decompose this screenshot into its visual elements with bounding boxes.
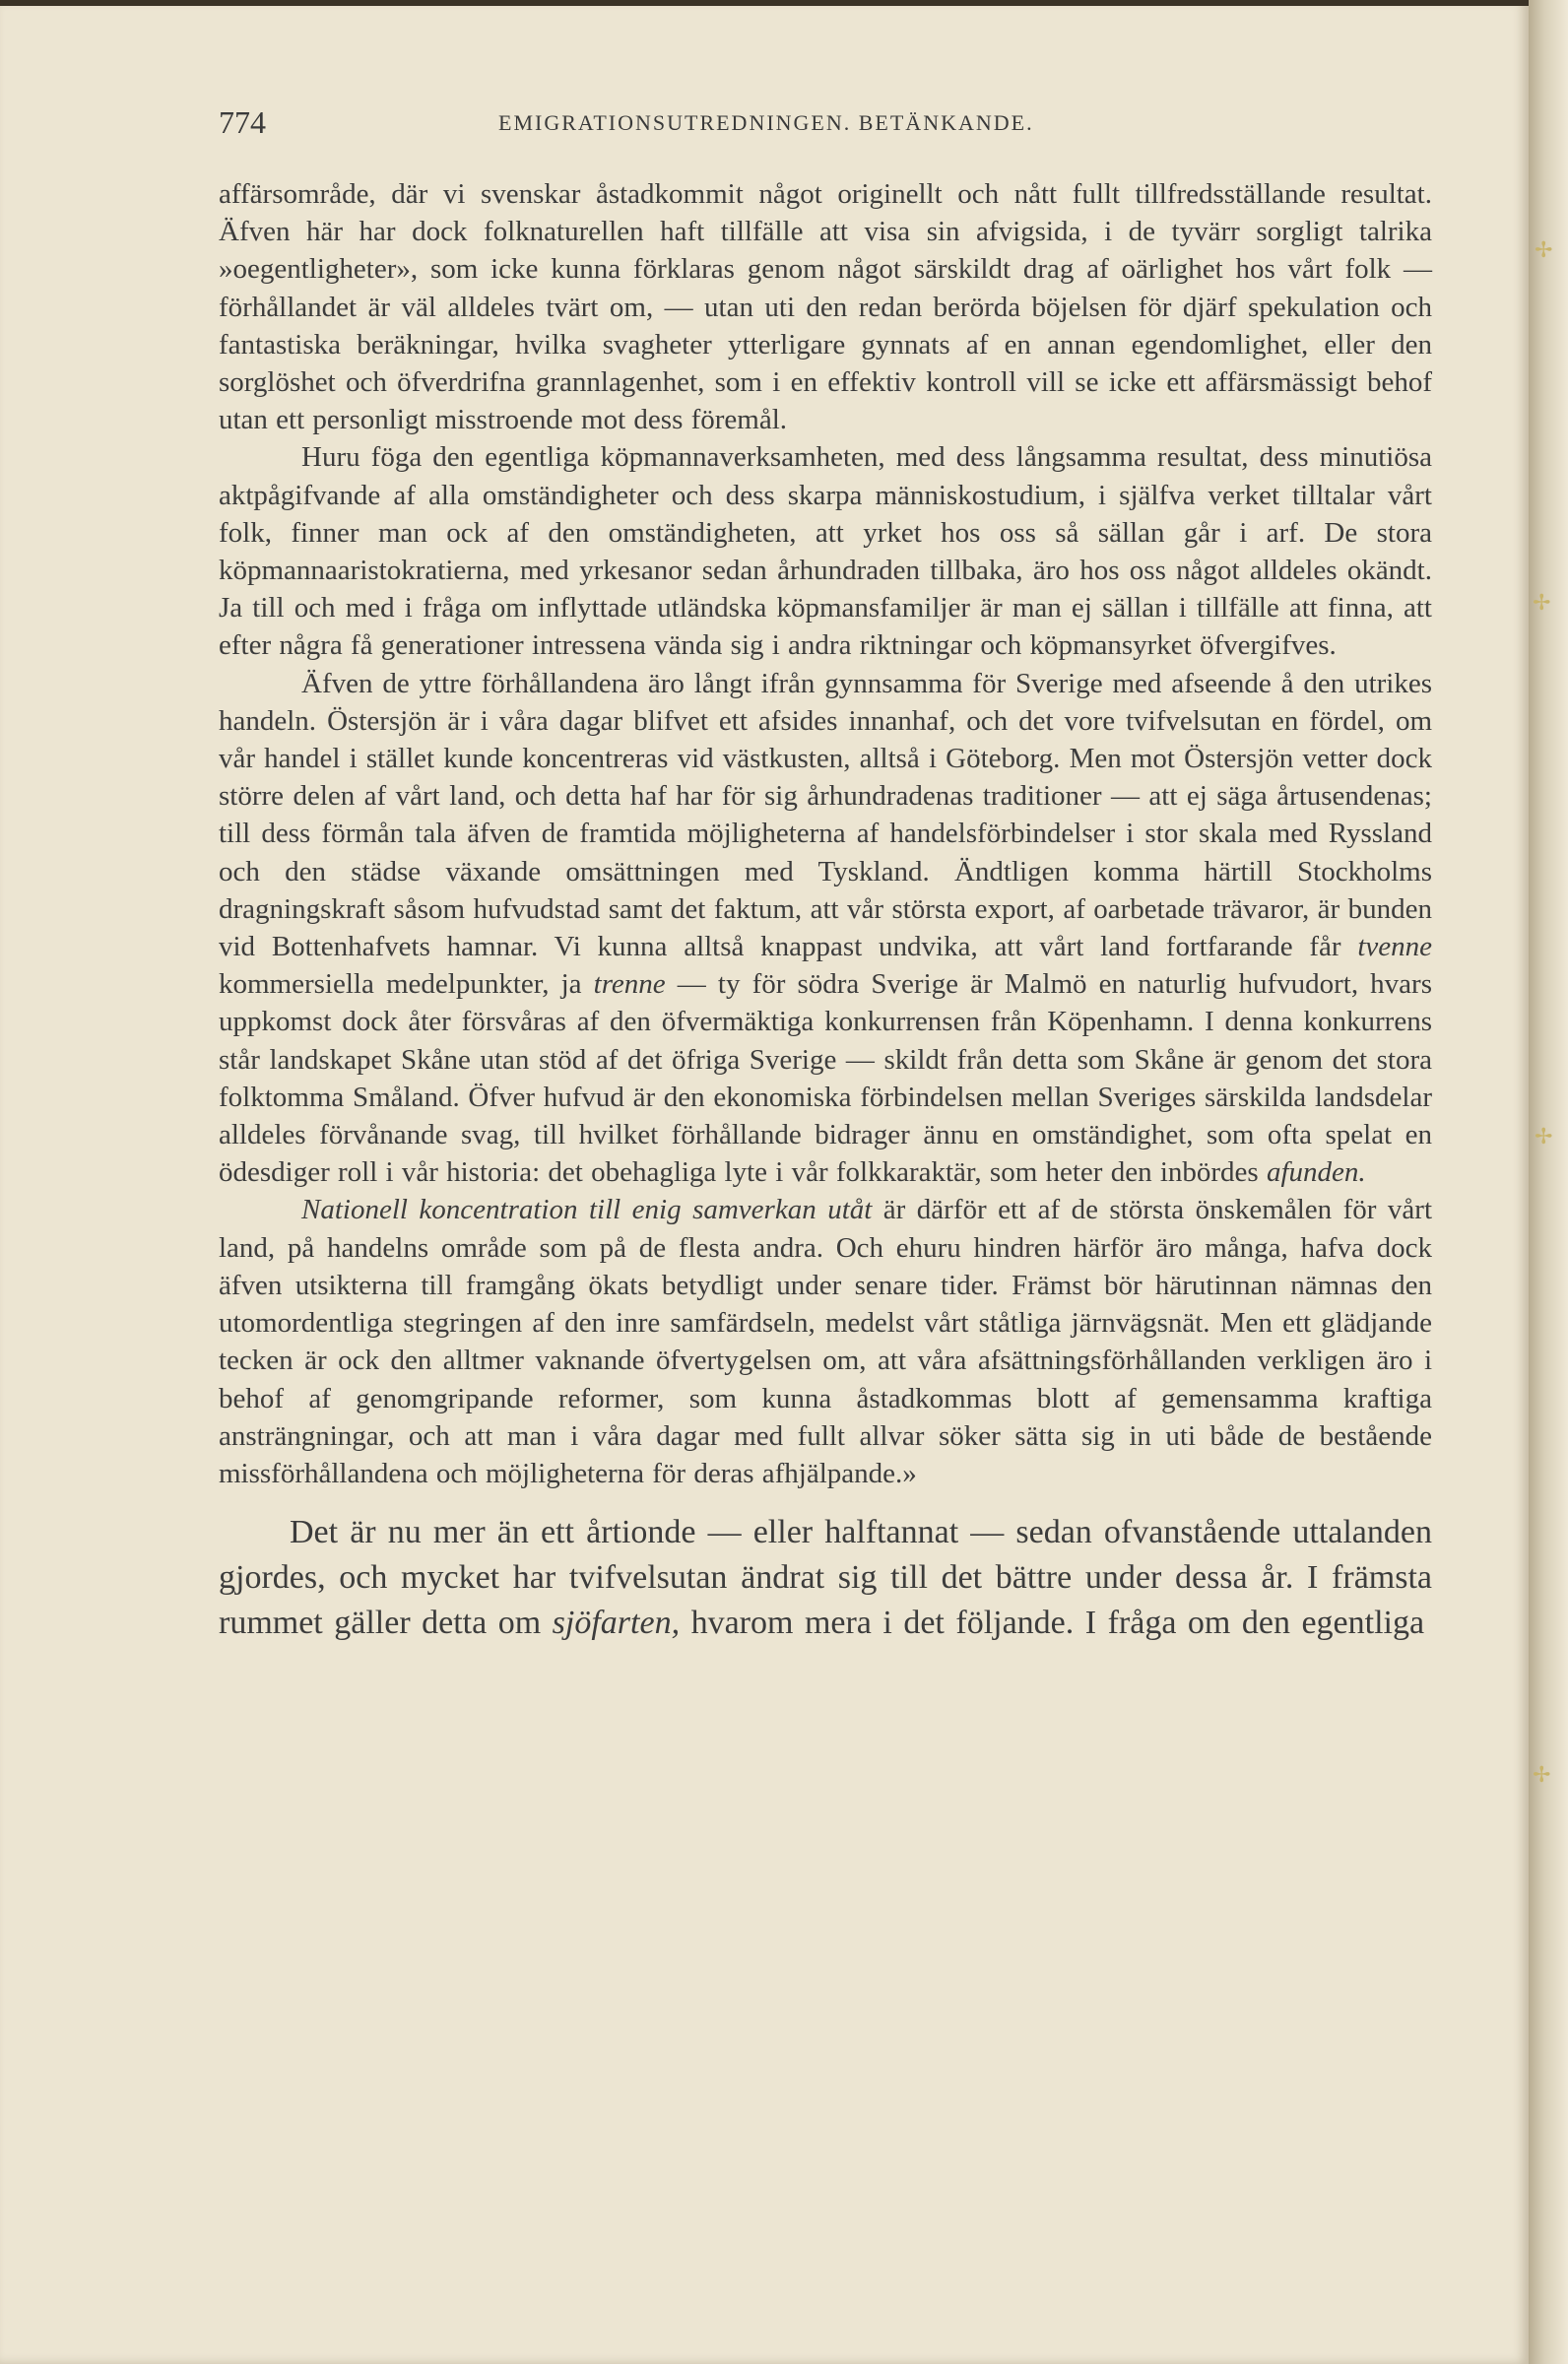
paragraph-1: affärsområde, där vi svenskar åstadkommit något originellt och nått fullt tillfredsställande resultat. Äfven här har dock folknaturellen haft tillfälle att visa sin afvigsida, i de tyvärr sorgligt talrika »oegentligheter», som icke kunna förklaras genom något särskildt drag af oärlighet hos vårt folk — förhållandet är väl alldeles tvärt om, — utan uti den redan berörda böjelsen för djärf spekulation och fantastiska beräkningar, hvilka svagheter ytterligare gynnats af en annan egendomlighet, eller den sorglöshet och öfverdrifna grannlagenhet, som i en effektiv kontroll vill se icke ett affärsmässigt behof utan ett personligt misstroende mot dess föremål. — [219, 178, 1432, 436]
emphasis-nationell: Nationell koncentration till enig samverkan utåt — [301, 1194, 873, 1226]
page-header — [219, 104, 1430, 144]
edge-mark-icon: ✢ — [1535, 1125, 1553, 1149]
running-head: EMIGRATIONSUTREDNINGEN. BETÄNKANDE. — [498, 110, 1034, 135]
edge-mark-icon: ✢ — [1533, 1763, 1551, 1788]
paragraph-4: Nationell koncentration till enig samverkan utåt är därför ett af de största önskemålen för vårt land, på handelns område som på de flesta andra. Och ehuru hindren härför äro många, hafva dock äfven utsikterna till framgång ökats betydligt under senare tider. Främst bör härutinnan nämnas den utomordentliga stegringen af den inre samfärdseln, medelst vårt ståtliga järnvägsnät. Men ett glädjande tecken är ock den alltmer vaknande öfvertygelsen om, att våra afsättningsförhållanden verkligen äro i behof af genomgripande reformer, som kunna åstadkommas blott af gemensamma kraftiga ansträngningar, och att man i våra dagar med fullt allvar söker sätta sig in uti både de bestående missförhållandena och möjligheterna för deras afhjälpande.» — [219, 1194, 1432, 1489]
book-edge — [1529, 0, 1568, 2364]
paragraph-5: Det är nu mer än ett årtionde — eller halftannat — sedan ofvanstående uttalanden gjordes, och mycket har tvifvelsutan ändrat sig till det bättre under dessa år. I främsta rummet gäller detta om sjöfarten, hvarom mera i det följande. I fråga om den egentliga — [219, 1514, 1432, 1642]
page-top-edge — [0, 0, 1529, 6]
body-text — [219, 175, 1432, 1646]
emphasis-sjofarten: sjöfarten, — [552, 1605, 681, 1642]
edge-mark-icon: ✢ — [1535, 238, 1553, 263]
paragraph-2: Huru föga den egentliga köpmannaverksamheten, med dess långsamma resultat, dess minutiösa aktpågifvande af alla omständigheter och dess skarpa människostudium, i själfva verket tilltalar vårt folk, finner man ock af den omständigheten, att yrket hos oss så sällan går i arf. De stora köpmannaaristokratierna, med yrkesanor sedan århundraden tillbaka, äro hos oss något alldeles okändt. Ja till och med i fråga om inflyttade utländska köpmansfamiljer är man ej sällan i tillfälle att finna, att efter några få generationer intressena vända sig i andra riktningar och köpmansyrket öfvergifves. — [219, 441, 1432, 662]
emphasis-trenne: trenne — [593, 968, 666, 1001]
edge-mark-icon: ✢ — [1533, 591, 1551, 616]
paragraph-3: Äfven de yttre förhållandena äro långt ifrån gynnsamma för Sverige med afseende å den utrikes handeln. Östersjön är i våra dagar blifvet ett afsides innanhaf, och det vore tvifvelsutan en fördel, om vår handel i stället kunde koncentreras vid västkusten, alltså i Göteborg. Men mot Östersjön vetter dock större delen af vårt land, och detta haf har för sig århundradenas traditioner — att ej säga årtusendenas; till dess förmån tala äfven de framtida möjligheterna af handelsförbindelser i stor skala med Ryssland och den städse växande omsättningen med Tyskland. Ändtligen komma härtill Stockholms dragningskraft såsom hufvudstad samt det faktum, att vår största export, af oarbetade trävaror, är bunden vid Bottenhafvets hamnar. Vi kunna alltså knappast undvika, att vårt land fortfarande får tvenne kommersiella medelpunkter, ja trenne — ty för södra Sverige är Malmö en naturlig hufvudort, hvars uppkomst dock åter försvåras af den öfvermäktiga konkurrensen från Köpenhamn. I denna konkurrens står landskapet Skåne utan stöd af det öfriga Sverige — skildt från detta som Skåne är genom det stora folktomma Småland. Öfver hufvud är den ekonomiska förbindelsen mellan Sveriges särskilda landsdelar alldeles förvånande svag, till hvilket förhållande bidrager ännu en omständighet, som ofta spelat en ödesdiger roll i vår historia: det obehagliga lyte i vår folkkaraktär, som heter den inbördes afunden. — [219, 667, 1432, 1189]
emphasis-afunden: afunden. — [1266, 1156, 1366, 1189]
emphasis-tvenne: tvenne — [1357, 931, 1432, 963]
page-number: 774 — [219, 104, 266, 140]
